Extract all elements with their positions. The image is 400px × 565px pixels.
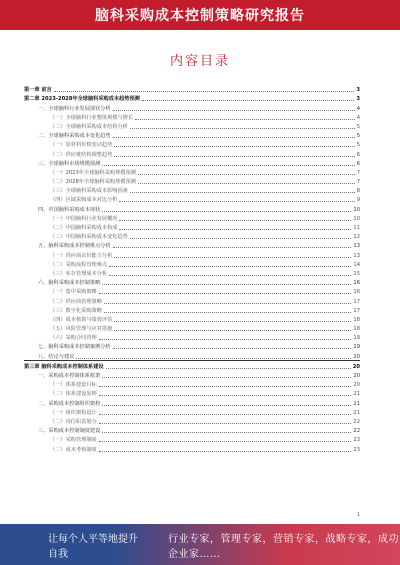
toc-entry[interactable] [24,84,360,93]
toc-leader-dots [142,99,355,101]
toc-entry-page: 10 [353,206,360,213]
toc-entry-title: （二）中国脑科采购成本构成 [50,225,118,231]
toc-entry-page: 19 [353,344,360,351]
toc-leader-dots [99,440,352,442]
toc-leader-dots [114,320,351,322]
toc-entry[interactable] [24,397,360,406]
toc-leader-dots [99,338,352,340]
toc-leader-dots [104,302,352,304]
toc-entry-page: 13 [353,243,360,250]
toc-leader-dots [104,311,352,313]
footer-slogan: 让每个人平等地提升自我 [48,533,138,560]
toc-entry-title: （三）库存管理成本分析 [50,270,108,277]
toc-entry[interactable] [24,434,360,443]
toc-entry-title: 二、全球脑科采购成本变化趋势 [38,133,111,140]
toc-entry-title: （三）全球脑科采购成本影响因素 [50,188,128,195]
toc-entry-page: 5 [356,133,360,140]
toc-entry[interactable] [24,314,360,323]
toc-entry[interactable] [24,332,360,341]
toc-entry-title: （三）中国脑科采购成本变化趋势 [50,234,128,241]
toc-entry-page: 19 [353,335,360,342]
toc-leader-dots [130,127,355,129]
toc-entry-title: 六、脑科采购成本控制策略 [38,280,101,287]
toc-entry[interactable] [24,388,360,397]
toc-entry[interactable] [24,148,360,157]
toc-entry-title: （四）区域采购成本对比分析 [50,197,118,204]
toc-leader-dots [119,228,351,230]
toc-entry-title: （二）供应链结构调整趋势 [50,151,113,158]
toc-entry-title: （二）全球脑科采购成本结构分析 [50,123,128,130]
toc-entry[interactable] [24,93,360,102]
header-bar [0,0,400,30]
toc-entry-title: 八、结论与建议 [38,353,75,360]
toc-entry-page: 16 [353,289,360,296]
report-title: 脑科采购成本控制策略研究报告 [95,8,305,24]
toc-entry-title: 第二章 2023-2028年全球脑科采购成本趋势预测 [24,96,140,103]
toc-leader-dots [99,450,352,452]
toc-entry-title: （一）中国脑科行业发展概况 [50,215,118,222]
toc-entry-page: 13 [353,252,360,259]
toc-entry[interactable] [24,295,360,304]
toc-entry[interactable] [24,139,360,148]
toc-entry-title: （二）岗位职责划分 [50,418,97,425]
toc-entry[interactable] [24,268,360,277]
toc-entry[interactable] [24,167,360,176]
toc-leader-dots [54,90,355,92]
toc-leader-dots [113,347,352,349]
toc-entry-page: 17 [353,298,360,305]
toc-entry-page: 5 [356,142,360,149]
toc-entry[interactable] [24,350,360,359]
toc-entry[interactable] [24,259,360,268]
toc-entry-page: 6 [356,160,360,167]
toc-entry-page: 20 [353,373,360,379]
toc-entry[interactable] [24,305,360,314]
toc-leader-dots [102,376,351,378]
toc-entry-page: 21 [353,400,360,407]
toc-leader-dots [99,394,352,396]
toc-entry-title: （一）集中采购策略 [50,289,97,296]
toc-entry[interactable] [24,130,360,139]
toc-entry-title: 一、采购成本控制体系框架 [38,373,101,379]
toc-leader-dots [109,274,351,276]
toc-heading: 内容目录 [169,54,230,69]
toc-entry[interactable] [24,213,360,222]
toc-leader-dots [130,191,355,193]
toc-entry-page: 22 [353,428,360,435]
toc-entry[interactable] [24,185,360,194]
toc-leader-dots [102,210,351,212]
toc-leader-dots [76,357,351,359]
toc-entry[interactable] [24,158,360,167]
toc-entry-title: 三、全球脑科市场规模预测 [38,160,101,167]
toc-entry-title: 四、中国脑科采购成本现状 [38,206,101,213]
toc-leader-dots [113,136,355,138]
toc-entry[interactable] [24,277,360,286]
toc-entry[interactable] [24,203,360,212]
toc-entry-page: 21 [353,391,360,398]
toc-entry-title: （一）采购管理制度 [50,437,97,444]
toc-entry-title: 七、脑科采购成本控制案例分析 [38,344,111,351]
toc-leader-dots [102,283,351,285]
toc-entry-title: （一）体系建设目标 [50,382,97,389]
toc-leader-dots [114,329,351,331]
toc-entry-title: 三、采购成本控制制度建设 [38,428,101,435]
toc-entry-page: 12 [353,234,360,241]
toc-entry-page: 20 [353,353,360,360]
toc-leader-dots [99,292,352,294]
toc-entry-title: （一）全球脑科行业整体规模与增长 [50,114,134,121]
toc-leader-dots [102,164,354,166]
toc-entry-title: （一）供应商议价能力分析 [50,252,113,259]
toc-entry-page: 3 [356,87,360,94]
toc-entry-page: 7 [356,179,360,186]
toc-entry[interactable] [24,443,360,452]
toc-leader-dots [99,413,352,415]
toc-leader-dots [99,385,352,387]
toc-entry-title: 五、脑科采购成本控制难点分析 [38,243,111,250]
toc-entry-title: （五）风险管理与应对措施 [50,326,113,333]
toc-entry-page: 16 [353,280,360,287]
toc-entry[interactable] [24,360,360,370]
toc-entry-title: （四）成本核算与绩效评估 [50,316,113,323]
toc-leader-dots [113,246,352,248]
toc-leader-dots [138,173,355,175]
toc-entry-page: 22 [353,418,360,425]
toc-entry[interactable] [24,121,360,130]
toc-entry-page: 17 [353,307,360,314]
toc-leader-dots [102,431,351,433]
toc-entry-title: （一）2023年全球脑科采购规模预测 [50,169,136,176]
toc-entry[interactable] [24,425,360,434]
footer-tagline: 行业专家，管理专家，营销专家，战略专家，成功企业家…… [168,533,400,560]
toc-entry-title: （二）体系建设原则 [50,391,97,398]
toc-entry-page: 11 [353,225,360,231]
toc-entry-page: 15 [353,270,360,277]
toc-entry-title: （二）2028年全球脑科采购规模预测 [50,179,136,186]
toc-entry[interactable] [24,379,360,388]
toc-entry-page: 23 [353,437,360,444]
toc-entry-title: （六）采购合同管理 [50,335,97,342]
toc-entry[interactable] [24,102,360,111]
toc-entry[interactable] [24,231,360,240]
toc-entry-page: 21 [353,409,360,416]
toc-entry-title: 第一章 前言 [24,87,52,94]
toc-entry-page: 8 [356,188,360,195]
toc-list [24,84,360,453]
toc-leader-dots [99,422,352,424]
toc-entry-page: 6 [356,151,360,158]
toc-entry-title: （二）采购流程管理难点 [50,261,108,268]
toc-leader-dots [114,155,354,157]
toc-entry[interactable] [24,222,360,231]
toc-leader-dots [119,219,351,221]
toc-entry-page: 7 [356,169,360,176]
footer-banner [0,524,400,565]
toc-entry[interactable] [24,407,360,416]
toc-leader-dots [109,265,351,267]
toc-entry[interactable] [24,416,360,425]
toc-leader-dots [113,109,355,111]
toc-entry[interactable] [24,341,360,350]
toc-entry-title: （二）成本考核制度 [50,446,97,453]
page-number: 1 [356,512,360,518]
toc-entry-title: （二）供应商管理策略 [50,298,102,305]
toc-leader-dots [102,404,351,406]
toc-entry-page: 18 [353,316,360,323]
toc-entry-page: 20 [352,363,360,370]
toc-entry-page: 9 [356,197,360,204]
toc-entry-title: （一）组织架构设计 [50,409,97,416]
toc-entry-title: 一、全球脑科行业发展现状分析 [38,105,111,112]
toc-leader-dots [138,182,355,184]
toc-leader-dots [119,200,354,202]
toc-leader-dots [106,367,351,369]
toc-entry[interactable] [24,176,360,185]
toc-entry[interactable] [24,370,360,379]
toc-entry[interactable] [24,194,360,203]
toc-entry[interactable] [24,249,360,258]
toc-entry-page: 5 [356,123,360,130]
toc-entry-page: 4 [356,105,360,112]
toc-entry-page: 4 [356,114,360,121]
toc-entry-title: （三）数字化采购策略 [50,307,102,314]
toc-leader-dots [114,256,351,258]
toc-leader-dots [114,145,354,147]
toc-leader-dots [130,237,352,239]
toc-entry[interactable] [24,240,360,249]
toc-entry[interactable] [24,112,360,121]
toc-entry-page: 14 [353,261,360,268]
toc-entry-page: 10 [353,215,360,222]
toc-entry[interactable] [24,323,360,332]
toc-entry-title: 二、采购成本控制组织架构 [38,400,101,407]
toc-entry-title: 第三章 脑科采购成本控制体系建设 [24,363,104,370]
toc-entry-page: 3 [356,96,360,103]
toc-entry-page: 18 [353,326,360,333]
toc-entry[interactable] [24,286,360,295]
toc-entry-page: 23 [353,446,360,453]
toc-entry-title: （一）原材料价格变动趋势 [50,142,113,149]
toc-leader-dots [135,118,355,120]
toc-entry-page: 20 [353,382,360,389]
